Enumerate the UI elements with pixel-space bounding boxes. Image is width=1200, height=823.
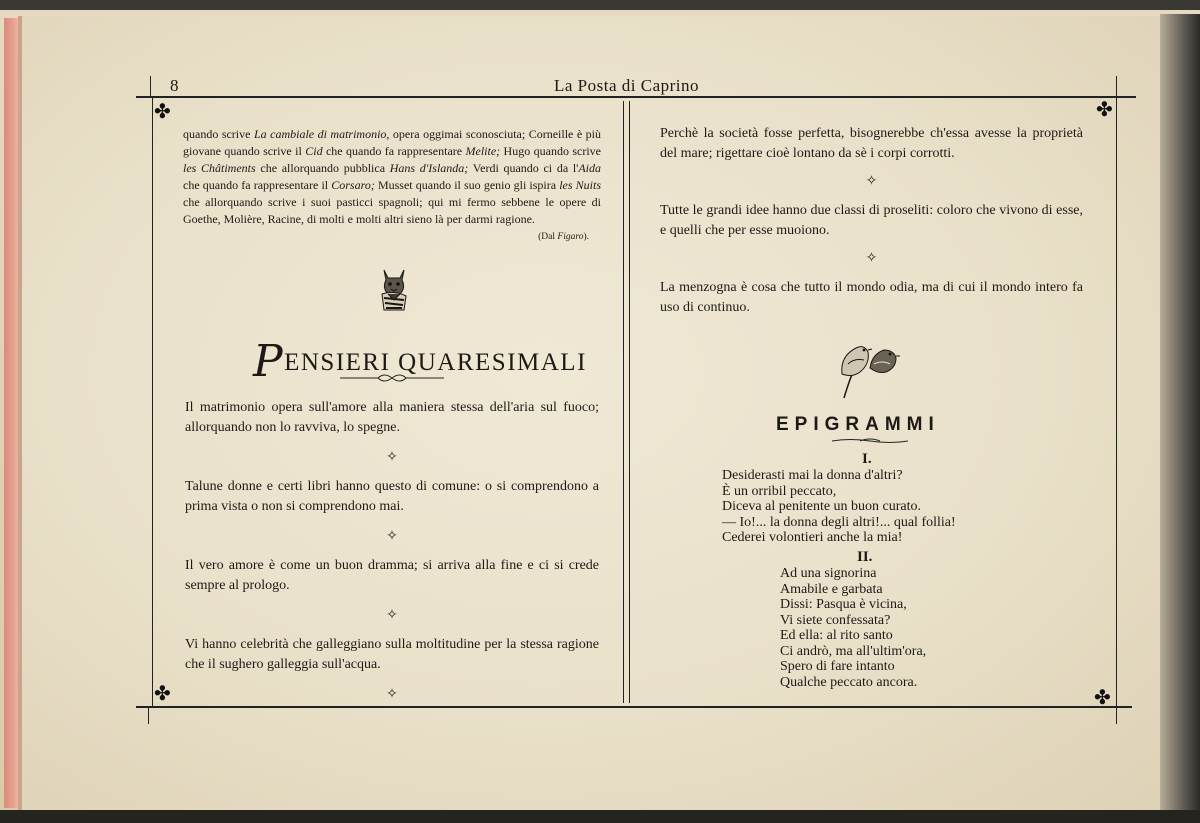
thought-paragraph: Vi hanno celebrità che galleggiano sulla moltitudine per la stessa ragione che il sughero galleggia sull'acqua. (185, 637, 599, 672)
binding-shadow (1160, 14, 1200, 814)
thought-paragraph: Il matrimonio opera sull'amore alla maniera stessa dell'aria sul fuoco; allorquando non lo ravviva, lo spegne. (185, 400, 599, 435)
text-run: Verdi quando ci da l' (468, 161, 579, 175)
star-separator: ✧ (386, 529, 398, 544)
header-tick-right (1116, 76, 1117, 96)
right-column (660, 124, 1083, 317)
thought-paragraph: Talune donne e certi libri hanno questo di comune: o si comprendono a prima vista o non si comprendono mai. (185, 479, 599, 514)
star-separator: ✧ (386, 687, 398, 702)
epigram-numeral: I. (862, 451, 872, 467)
frame-bottom-rule (136, 706, 1132, 708)
verse-line: Diceva al penitente un buon curato. (722, 499, 922, 514)
star-separator: ✧ (865, 251, 878, 266)
italic-title: Hans d'Islanda; (389, 161, 469, 175)
text-run: che allorquando pubblica (255, 161, 390, 175)
text-run: Musset quando il suo genio gli ispira (374, 178, 560, 192)
italic-title: Melite; (465, 144, 501, 158)
frame-right-rule (1116, 96, 1117, 708)
verse-line: Ed ella: al rito santo (780, 628, 893, 643)
verse-line: Spero di fare intanto (780, 659, 895, 674)
thought-paragraph: Perchè la società fosse perfetta, bisognerebbe ch'essa avesse la proprietà del mare; rigettare cioè lontano da sè i corpi corrotti. (660, 126, 1083, 161)
cat-vignette-icon (376, 264, 412, 314)
column-divider-left (623, 101, 624, 703)
left-column (183, 126, 601, 242)
heading-flourish (338, 372, 446, 384)
page-number: 8 (170, 76, 179, 95)
continued-article-text (183, 126, 601, 228)
scan-border-top (0, 0, 1200, 10)
text-run: quando scrive (183, 127, 254, 141)
verse-line: È un orribil peccato, (722, 483, 837, 499)
text-run: che quando fa rappresentare il (183, 178, 332, 192)
text-run: Hugo quando scrive (500, 144, 601, 158)
clover-ornament-icon: ✤ (1096, 99, 1113, 121)
text-run: che quando fa rappresentare (322, 144, 466, 158)
text-run: opera oggimai sconosciuta; Corneille è più giovane quando scrive il (183, 127, 601, 158)
verse-line: Dissi: Pasqua è vicina, (780, 597, 907, 612)
verse-line: Amabile e garbata (780, 581, 883, 597)
section-heading-epigrammi: EPIGRAMMI (776, 414, 940, 435)
verse-line: Desiderasti mai la donna d'altri? (722, 468, 903, 483)
star-separator: ✧ (386, 608, 398, 623)
footer-tick-right (1116, 708, 1117, 724)
thought-paragraph: Il vero amore è come un buon dramma; si arriva alla fine e ci si crede sempre al prologo. (185, 558, 599, 593)
header-tick-left (150, 76, 151, 96)
verse-line: Cederei volontieri anche la mia! (722, 530, 903, 545)
scan-border-bottom (0, 810, 1200, 823)
italic-title: La cambiale di matrimonio, (253, 127, 390, 141)
heading-flourish (830, 437, 910, 445)
section-heading-pensieri: PENSIERI QUARESIMALI (253, 336, 587, 387)
epigram-verse (780, 566, 926, 690)
clover-ornament-icon: ✤ (1094, 687, 1111, 709)
epigram-verse (722, 468, 956, 546)
birds-vignette-icon (834, 334, 904, 400)
footer-tick-left (148, 708, 149, 724)
verse-line: Qualche peccato ancora. (780, 674, 918, 690)
text-run: che allorquando scrive i suoi pasticci spagnoli; qui mi fermo sebbene le opere di Goethe, Molière, Racine, di molti e molti altri sieno là per darmi ragione. (183, 195, 601, 226)
verse-line: Ci andrò, ma all'ultim'ora, (780, 643, 927, 659)
clover-ornament-icon: ✤ (154, 101, 171, 123)
italic-title: Corsaro; (331, 178, 375, 192)
verse-line: Ad una signorina (780, 566, 877, 581)
italic-title: Cid (305, 144, 323, 158)
star-separator: ✧ (386, 450, 398, 465)
frame-left-rule (152, 96, 153, 708)
verse-line: Vi siete confessata? (780, 612, 891, 628)
italic-title: les Nuits (559, 178, 602, 192)
left-thoughts (185, 398, 599, 702)
frame-top-rule (136, 96, 1136, 98)
verse-line: — Io!... la donna degli altri!... qual follia! (722, 514, 956, 530)
thought-paragraph: Tutte le grandi idee hanno due classi di proseliti: coloro che vivono di esse, e quelli che per esse muoiono. (660, 203, 1083, 238)
page-header-title: La Posta di Caprino (554, 76, 700, 95)
italic-title: Aida (578, 161, 601, 175)
thought-paragraph: La menzogna è cosa che tutto il mondo odia, ma di cui il mondo intero fa uso di continuo. (660, 280, 1083, 315)
italic-title: les Châtiments (183, 161, 256, 175)
source-credit: (Dal Figaro). (538, 232, 589, 242)
column-divider-right (629, 101, 630, 703)
clover-ornament-icon: ✤ (154, 683, 171, 705)
epigram-numeral: II. (857, 549, 873, 565)
star-separator: ✧ (865, 174, 878, 189)
